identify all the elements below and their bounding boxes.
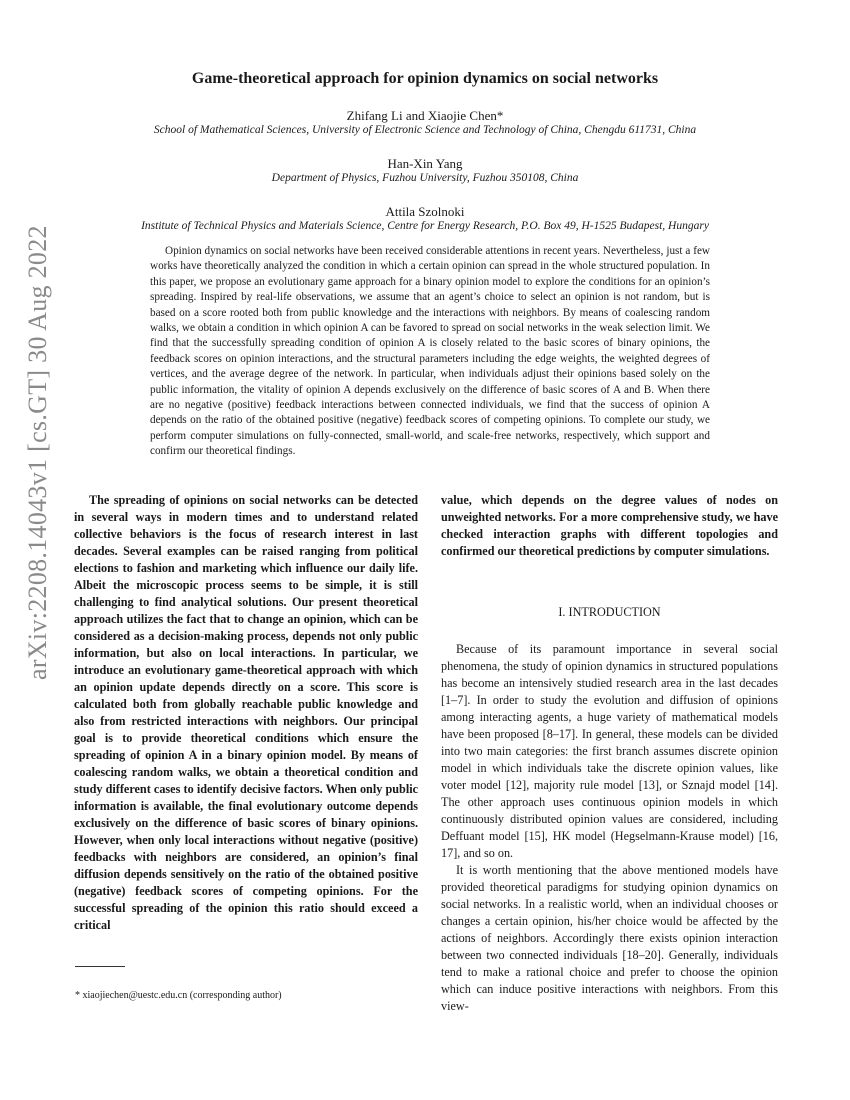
paper-title: Game-theoretical approach for opinion dynamics on social networks <box>191 70 659 87</box>
author-names: Attila Szolnoki <box>385 204 465 219</box>
footnote: * xiaojiechen@uestc.edu.cn (corresponding author) <box>75 990 282 1001</box>
arxiv-identifier: arXiv:2208.14043v1 [cs.GT] 30 Aug 2022 <box>23 225 52 680</box>
paragraph: Because of its paramount importance in several social phenomena, the study of opinion dynamics in structured populations has become an intensively studied research area in the last decades [1–7]. In order to study the evolution and diffusion of opinions among interacting agents, a huge variety of mathematical models have been proposed [8–17]. In general, these models can be divided into two main categories: the first branch assumes discrete opinion model in which individuals take the discrete opinion values, like voter model [12], majority rule model [13], or Sznajd model [14]. The other approach uses continuous opinion models in which continuously distributed opinion values are considered, including Deffuant model [15], HK model (Hegselmann-Krause model) [16, 17], and so on. <box>441 642 778 860</box>
author-affiliation: School of Mathematical Sciences, University of Electronic Science and Technology of China, Chengdu 611731, China <box>153 124 697 136</box>
paragraph: It is worth mentioning that the above mentioned models have provided theoretical paradigms for studying opinion dynamics on social networks. In a realistic world, when an individual chooses or changes a certain opinion, his/her choice would be affected by the actions of neighbors. Accordingly there exists opinion interaction between two connected individuals [18–20]. Generally, individuals tend to make a rational choice and prefer to choose the opinion which can induce positive interactions with neighbors. From this view- <box>441 863 778 1013</box>
author-names: Zhifang Li and Xiaojie Chen* <box>346 108 504 123</box>
author-affiliation: Department of Physics, Fuzhou University, Fuzhou 350108, China <box>271 172 579 184</box>
introduction-body <box>441 641 778 1015</box>
author-names: Han-Xin Yang <box>387 156 463 171</box>
significance-statement: The spreading of opinions on social networks can be detected in several ways in modern times and to understand related collective behaviors is the focus of research interest in last decades. Several examples can be raised ranging from political elections to fashion and marketing which influence our daily life. Albeit the microscopic process seems to be simple, it is still challenging to find analytical solutions. Our present theoretical approach utilizes the fact that to change an opinion, which can be considered as a decision-making process, depends not only public information, but also on local interactions. In particular, we introduce an evolutionary game-theoretical approach with which an opinion update depends directly on a score. This score is calculated both from globally reachable public knowledge and also from restricted interactions with neighbors. Our principal goal is to provide theoretical conditions which ensure the spreading of opinion A in a binary opinion model. By means of coalescing random walks, we obtain a theoretical condition and study different cases to identify decisive factors. When only public information is available, the final evolutionary outcome depends exclusively on the difference of basic scores of binary opinions. However, when only local interactions without negative (positive) feedbacks with neighbors are considered, an opinion’s final diffusion depends sensitively on the ratio of the obtained positive (negative) feedback scores of competing opinions. For the successful spreading of the opinion this ratio should exceed a critical <box>74 493 418 932</box>
significance-statement-continued: value, which depends on the degree values of nodes on unweighted networks. For a more comprehensive study, we have checked interaction graphs with different topologies and confirmed our theoretical predictions by computer simulations. <box>441 493 778 558</box>
footnote-rule <box>75 966 125 967</box>
section-heading: I. INTRODUCTION <box>558 605 661 619</box>
abstract: Opinion dynamics on social networks have been received considerable attentions in recent years. Nevertheless, just a few works have theoretically analyzed the condition in which a certain opinion can spread in the whole structured population. In this paper, we propose an evolutionary game approach for a binary opinion model to explore the conditions for an opinion’s spreading. Inspired by real-life observations, we assume that an agent’s choice to select an opinion is not random, but is based on a score rooted both from public knowledge and the interactions with neighbors. By means of coalescing random walks, we obtain a condition in which opinion A can be favored to spread on social networks in the weak selection limit. We find that the successfully spreading condition of opinion A is closely related to the basic scores of binary opinions, the feedback scores on opinion interactions, and the structural parameters including the edge weights, the weighted degrees of vertices, and the average degree of the network. In particular, when individuals adjust their opinions based solely on the public information, the vitality of opinion A depends exclusively on the difference of basic scores of A and B. When there are no negative (positive) feedback interactions between connected individuals, we find that the success of opinion A depends on the ratio of the obtained positive (negative) feedback scores of competing opinions. To complete our study, we perform computer simulations on fully-connected, small-world, and scale-free networks, respectively, which support and confirm our theoretical findings. <box>150 245 710 458</box>
author-affiliation: Institute of Technical Physics and Materials Science, Centre for Energy Research, P.O. Box 49, H-1525 Budapest, Hungary <box>141 220 709 232</box>
